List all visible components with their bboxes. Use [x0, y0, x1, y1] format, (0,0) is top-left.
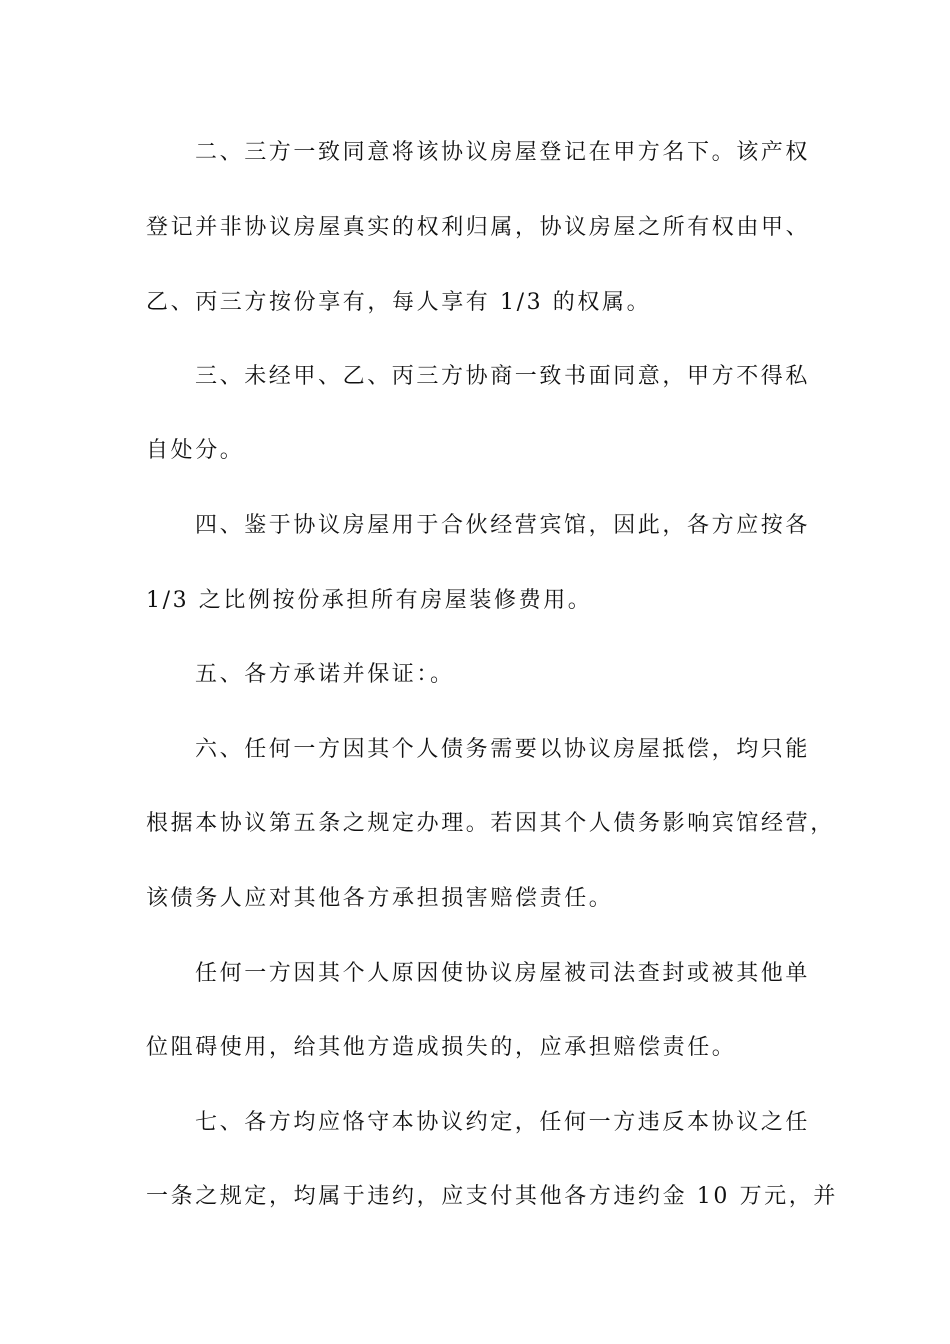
paragraph-4-line-1: 四、鉴于协议房屋用于合伙经营宾馆，因此，各方应按各: [195, 513, 811, 538]
paragraph-2-line-3: 乙、丙三方按份享有，每人享有 1/3 的权属。: [146, 290, 652, 315]
paragraph-2-line-2: 登记并非协议房屋真实的权利归属，协议房屋之所有权由甲、: [146, 215, 811, 240]
paragraph-7-line-1: 七、各方均应恪守本协议约定，任何一方违反本协议之任: [195, 1110, 811, 1135]
paragraph-5-line-1: 五、各方承诺并保证：。: [195, 662, 455, 687]
paragraph-6b-line-2: 位阻碍使用，给其他方造成损失的，应承担赔偿责任。: [146, 1035, 737, 1060]
paragraph-6-line-2: 根据本协议第五条之规定办理。若因其个人债务影响宾馆经营，: [146, 811, 835, 836]
paragraph-6-line-3: 该债务人应对其他各方承担损害赔偿责任。: [146, 886, 614, 911]
paragraph-3-line-2: 自处分。: [146, 438, 245, 463]
paragraph-6-line-1: 六、任何一方因其个人债务需要以协议房屋抵偿，均只能: [195, 737, 811, 762]
paragraph-4-line-2: 1/3 之比例按份承担所有房屋装修费用。: [146, 588, 593, 613]
paragraph-3-line-1: 三、未经甲、乙、丙三方协商一致书面同意，甲方不得私: [195, 364, 811, 389]
paragraph-7-line-2: 一条之规定，均属于违约，应支付其他各方违约金 10 万元，并: [146, 1184, 838, 1209]
paragraph-6b-line-1: 任何一方因其个人原因使协议房屋被司法查封或被其他单: [195, 961, 811, 986]
paragraph-2-line-1: 二、三方一致同意将该协议房屋登记在甲方名下。该产权: [195, 140, 811, 165]
